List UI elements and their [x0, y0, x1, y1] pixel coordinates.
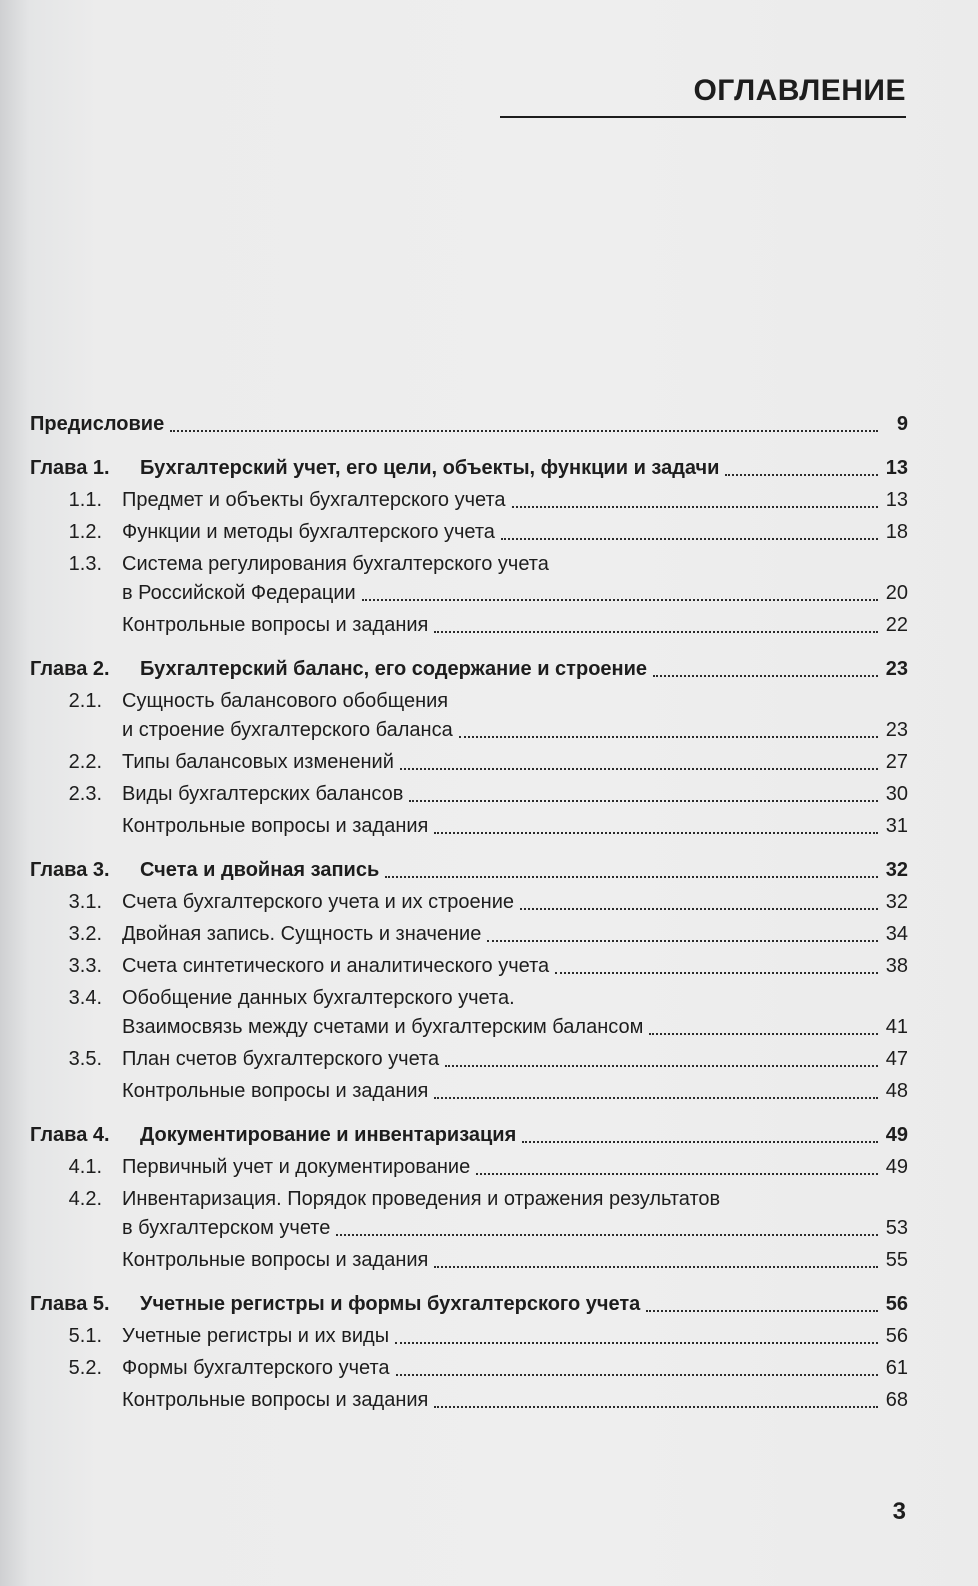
chapter-page: 49	[885, 1124, 908, 1146]
toc-section[interactable]	[30, 550, 908, 608]
chapter-page: 32	[885, 859, 908, 881]
toc-section[interactable]	[30, 687, 908, 745]
dot-leader	[476, 1173, 878, 1175]
section-page: 18	[885, 521, 908, 543]
section-number: 4.2.	[68, 1188, 102, 1210]
section-title: Предмет и объекты бухгалтерского учета	[122, 489, 506, 511]
section-title-line1: Система регулирования бухгалтерского учета	[122, 553, 549, 575]
toc-preface[interactable]	[30, 410, 908, 439]
section-number: 5.2.	[68, 1357, 102, 1379]
section-title: Контрольные вопросы и задания	[122, 1249, 429, 1271]
section-number: 1.2.	[68, 521, 102, 543]
section-number: 3.5.	[68, 1048, 102, 1070]
section-title: Взаимосвязь между счетами и бухгалтерским балансом	[122, 1016, 644, 1038]
dot-leader	[336, 1234, 878, 1236]
toc-chapter[interactable]	[30, 1290, 908, 1319]
section-title-line1: Инвентаризация. Порядок проведения и отражения результатов	[122, 1188, 721, 1210]
toc-section[interactable]	[30, 984, 908, 1042]
dot-leader	[434, 1097, 878, 1099]
chapter-page: 13	[885, 457, 908, 479]
section-page: 56	[885, 1325, 908, 1347]
section-title: в бухгалтерском учете	[122, 1217, 331, 1239]
dot-leader	[653, 675, 878, 677]
section-title: Счета синтетического и аналитического учета	[122, 955, 550, 977]
section-page: 41	[885, 1016, 908, 1038]
dot-leader	[649, 1033, 878, 1035]
toc-section[interactable]	[30, 1386, 908, 1415]
toc-section[interactable]	[30, 1045, 908, 1074]
toc-section[interactable]	[30, 1153, 908, 1182]
dot-leader	[362, 599, 878, 601]
section-number: 3.1.	[68, 891, 102, 913]
toc-chapter[interactable]	[30, 1121, 908, 1150]
dot-leader	[725, 474, 878, 476]
section-page: 38	[885, 955, 908, 977]
dot-leader	[434, 1406, 878, 1408]
section-page: 22	[885, 614, 908, 636]
section-number: 4.1.	[68, 1156, 102, 1178]
section-page: 27	[885, 751, 908, 773]
dot-leader	[434, 832, 878, 834]
chapter-title: Учетные регистры и формы бухгалтерского учета	[140, 1293, 641, 1315]
dot-leader	[395, 1342, 878, 1344]
section-number: 1.3.	[68, 553, 102, 575]
toc-section[interactable]	[30, 748, 908, 777]
chapter-title: Счета и двойная запись	[140, 859, 380, 881]
section-page: 23	[885, 719, 908, 741]
section-title: Контрольные вопросы и задания	[122, 1389, 429, 1411]
chapter-page: 56	[885, 1293, 908, 1315]
page-number: 3	[892, 1498, 906, 1525]
dot-leader	[409, 800, 878, 802]
preface-title: Предисловие	[30, 413, 165, 435]
dot-leader	[434, 631, 878, 633]
section-number: 1.1.	[68, 489, 102, 511]
toc-section[interactable]	[30, 611, 908, 640]
section-title: Учетные регистры и их виды	[122, 1325, 390, 1347]
section-title: Формы бухгалтерского учета	[122, 1357, 390, 1379]
section-page: 53	[885, 1217, 908, 1239]
section-number: 5.1.	[68, 1325, 102, 1347]
toc-section[interactable]	[30, 780, 908, 809]
section-page: 31	[885, 815, 908, 837]
dot-leader	[400, 768, 878, 770]
chapter-number: Глава 4.	[30, 1124, 110, 1146]
chapter-page: 23	[885, 658, 908, 680]
section-page: 68	[885, 1389, 908, 1411]
chapter-title: Бухгалтерский баланс, его содержание и строение	[140, 658, 648, 680]
page-title: ОГЛАВЛЕНИЕ	[500, 72, 906, 118]
dot-leader	[459, 736, 878, 738]
section-title: Типы балансовых изменений	[122, 751, 394, 773]
section-page: 30	[885, 783, 908, 805]
toc-section[interactable]	[30, 1185, 908, 1243]
toc-section[interactable]	[30, 812, 908, 841]
dot-leader	[520, 908, 878, 910]
section-page: 13	[885, 489, 908, 511]
section-title: План счетов бухгалтерского учета	[122, 1048, 440, 1070]
section-page: 61	[885, 1357, 908, 1379]
section-title: в Российской Федерации	[122, 582, 356, 604]
chapter-title: Бухгалтерский учет, его цели, объекты, функции и задачи	[140, 457, 720, 479]
chapter-number: Глава 3.	[30, 859, 110, 881]
preface-page: 9	[896, 413, 908, 435]
dot-leader	[385, 876, 878, 878]
section-title: Первичный учет и документирование	[122, 1156, 471, 1178]
toc-chapter[interactable]	[30, 655, 908, 684]
section-page: 49	[885, 1156, 908, 1178]
dot-leader	[170, 430, 878, 432]
chapter-list	[30, 454, 908, 1415]
dot-leader	[522, 1141, 878, 1143]
table-of-contents	[30, 410, 908, 1415]
chapter-number: Глава 1.	[30, 457, 110, 479]
section-number: 2.1.	[68, 690, 102, 712]
section-title: Контрольные вопросы и задания	[122, 1080, 429, 1102]
section-title: Контрольные вопросы и задания	[122, 815, 429, 837]
section-page: 20	[885, 582, 908, 604]
dot-leader	[487, 940, 878, 942]
section-number: 3.2.	[68, 923, 102, 945]
dot-leader	[396, 1374, 878, 1376]
section-title: Виды бухгалтерских балансов	[122, 783, 404, 805]
toc-section[interactable]	[30, 920, 908, 949]
chapter-title: Документирование и инвентаризация	[140, 1124, 517, 1146]
dot-leader	[434, 1266, 878, 1268]
section-title: Счета бухгалтерского учета и их строение	[122, 891, 515, 913]
dot-leader	[512, 506, 878, 508]
section-number: 2.3.	[68, 783, 102, 805]
section-title: Функции и методы бухгалтерского учета	[122, 521, 495, 543]
toc-section[interactable]	[30, 1077, 908, 1106]
dot-leader	[555, 972, 878, 974]
section-title: Контрольные вопросы и задания	[122, 614, 429, 636]
toc-section[interactable]	[30, 952, 908, 981]
toc-section[interactable]	[30, 1354, 908, 1383]
section-number: 3.3.	[68, 955, 102, 977]
toc-section[interactable]	[30, 1322, 908, 1351]
dot-leader	[501, 538, 878, 540]
section-page: 47	[885, 1048, 908, 1070]
chapter-number: Глава 2.	[30, 658, 110, 680]
toc-section[interactable]	[30, 486, 908, 515]
toc-section[interactable]	[30, 888, 908, 917]
section-title-line1: Сущность балансового обобщения	[122, 690, 449, 712]
section-title-line1: Обобщение данных бухгалтерского учета.	[122, 987, 515, 1009]
toc-chapter[interactable]	[30, 454, 908, 483]
section-title: и строение бухгалтерского баланса	[122, 719, 453, 741]
section-number: 3.4.	[68, 987, 102, 1009]
section-number: 2.2.	[68, 751, 102, 773]
section-page: 55	[885, 1249, 908, 1271]
toc-section[interactable]	[30, 518, 908, 547]
toc-chapter[interactable]	[30, 856, 908, 885]
section-page: 32	[885, 891, 908, 913]
chapter-number: Глава 5.	[30, 1293, 110, 1315]
toc-section[interactable]	[30, 1246, 908, 1275]
dot-leader	[445, 1065, 878, 1067]
section-title: Двойная запись. Сущность и значение	[122, 923, 482, 945]
dot-leader	[646, 1310, 878, 1312]
section-page: 48	[885, 1080, 908, 1102]
section-page: 34	[885, 923, 908, 945]
